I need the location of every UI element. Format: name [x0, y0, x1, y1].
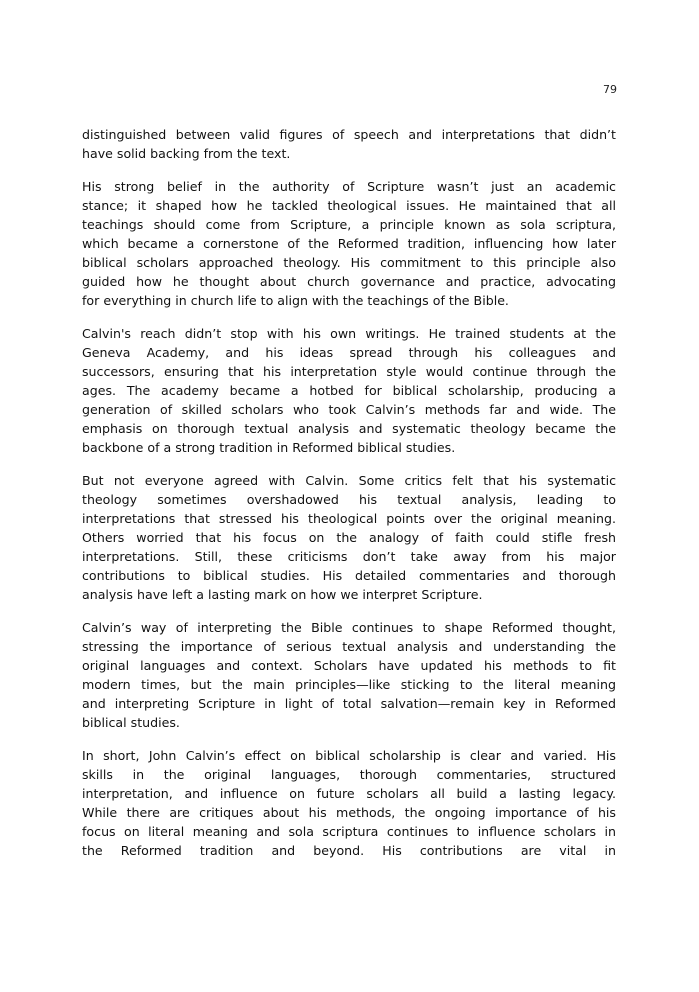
text-line: which became a cornerstone of the Reformed tradition, influencing how later: [82, 236, 616, 251]
text-line: have solid backing from the text.: [82, 146, 291, 161]
paragraph: [82, 177, 616, 310]
text-line: skills in the original languages, thorough commentaries, structured: [82, 767, 616, 782]
text-line: Calvin’s way of interpreting the Bible continues to shape Reformed thought,: [82, 620, 616, 635]
text-line: original languages and context. Scholars have updated his methods to fit: [82, 658, 616, 673]
text-line: Others worried that his focus on the analogy of faith could stifle fresh: [82, 530, 616, 545]
text-line: But not everyone agreed with Calvin. Some critics felt that his systematic: [82, 473, 616, 488]
text-line: Geneva Academy, and his ideas spread through his colleagues and: [82, 345, 616, 360]
text-line: interpretations. Still, these criticisms don’t take away from his major: [82, 549, 616, 564]
paragraph: [82, 618, 616, 732]
text-line: biblical scholars approached theology. His commitment to this principle also: [82, 255, 616, 270]
text-line: for everything in church life to align with the teachings of the Bible.: [82, 293, 509, 308]
paragraph: [82, 125, 616, 163]
text-line: successors, ensuring that his interpretation style would continue through the: [82, 364, 616, 379]
text-line: modern times, but the main principles—like sticking to the literal meaning: [82, 677, 616, 692]
text-line: focus on literal meaning and sola scriptura continues to influence scholars in: [82, 824, 616, 839]
text-line: interpretation, and influence on future scholars all build a lasting legacy.: [82, 786, 616, 801]
text-line: guided how he thought about church governance and practice, advocating: [82, 274, 616, 289]
text-line: backbone of a strong tradition in Reformed biblical studies.: [82, 440, 456, 455]
text-line: ages. The academy became a hotbed for biblical scholarship, producing a: [82, 383, 616, 398]
text-line: stance; it shaped how he tackled theological issues. He maintained that all: [82, 198, 616, 213]
paragraph: [82, 746, 616, 860]
text-line: generation of skilled scholars who took Calvin’s methods far and wide. The: [82, 402, 616, 417]
body-text: [82, 125, 616, 874]
text-line: teachings should come from Scripture, a principle known as sola scriptura,: [82, 217, 616, 232]
text-line: His strong belief in the authority of Scripture wasn’t just an academic: [82, 179, 616, 194]
text-line: interpretations that stressed his theological points over the original meaning.: [82, 511, 616, 526]
paragraph: [82, 471, 616, 604]
text-line: the Reformed tradition and beyond. His contributions are vital in: [82, 843, 616, 858]
text-line: stressing the importance of serious textual analysis and understanding the: [82, 639, 616, 654]
text-line: While there are critiques about his methods, the ongoing importance of his: [82, 805, 616, 820]
page-number: 79: [603, 83, 617, 96]
text-line: In short, John Calvin’s effect on biblical scholarship is clear and varied. His: [82, 748, 616, 763]
text-line: emphasis on thorough textual analysis and systematic theology became the: [82, 421, 616, 436]
paragraph: [82, 324, 616, 457]
text-line: contributions to biblical studies. His detailed commentaries and thorough: [82, 568, 616, 583]
text-line: Calvin's reach didn’t stop with his own writings. He trained students at the: [82, 326, 616, 341]
text-line: analysis have left a lasting mark on how we interpret Scripture.: [82, 587, 483, 602]
text-line: biblical studies.: [82, 715, 180, 730]
text-line: distinguished between valid figures of speech and interpretations that didn’t: [82, 127, 616, 142]
text-line: theology sometimes overshadowed his textual analysis, leading to: [82, 492, 616, 507]
text-line: and interpreting Scripture in light of total salvation—remain key in Reformed: [82, 696, 616, 711]
